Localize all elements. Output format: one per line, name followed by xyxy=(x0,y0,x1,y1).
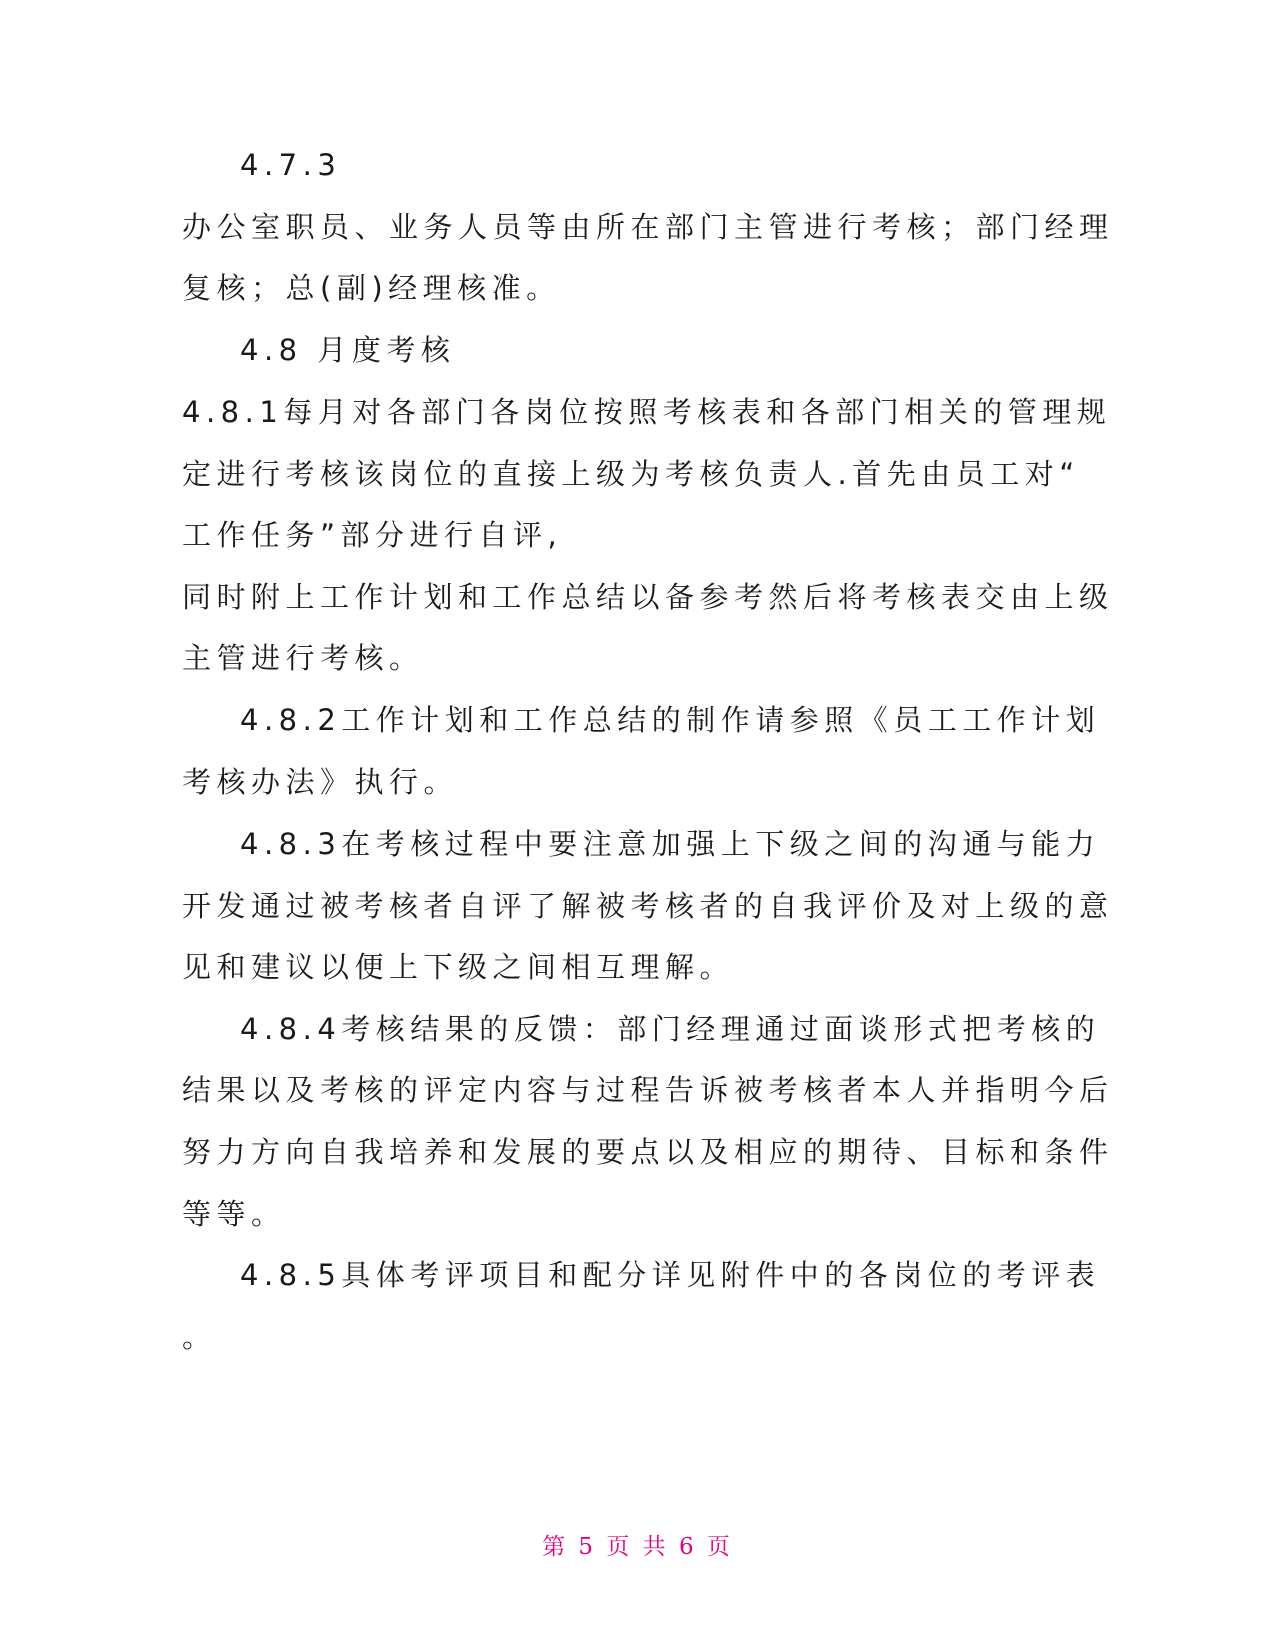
text-line: 4.8.4考核结果的反馈：部门经理通过面谈形式把考核的 xyxy=(240,1012,1101,1046)
page-number-footer: 第 5 页 共 6 页 xyxy=(542,1534,733,1560)
text-line: 定进行考核该岗位的直接上级为考核负责人.首先由员工对“ xyxy=(182,457,1080,491)
text-line: 同时附上工作计划和工作总结以备参考然后将考核表交由上级 xyxy=(182,580,1114,614)
text-line: 工作任务”部分进行自评, xyxy=(182,518,563,552)
text-line: 努力方向自我培养和发展的要点以及相应的期待、目标和条件 xyxy=(182,1135,1114,1169)
section-heading: 4.8 月度考核 xyxy=(240,333,456,367)
text-line: 4.7.3 xyxy=(240,148,342,182)
text-line: 4.8.5具体考评项目和配分详见附件中的各岗位的考评表 xyxy=(240,1258,1101,1292)
text-line: 办公室职员、业务人员等由所在部门主管进行考核；部门经理 xyxy=(182,210,1114,244)
text-line: 4.8.3在考核过程中要注意加强上下级之间的沟通与能力 xyxy=(240,827,1101,861)
text-line: 开发通过被考核者自评了解被考核者的自我评价及对上级的意 xyxy=(182,889,1114,923)
text-line: 考核办法》执行。 xyxy=(182,765,459,799)
text-line: 4.8.1每月对各部门各岗位按照考核表和各部门相关的管理规 xyxy=(182,395,1112,429)
text-line: 等等。 xyxy=(182,1197,286,1231)
text-line: 主管进行考核。 xyxy=(182,641,424,675)
text-line: 4.8.2工作计划和工作总结的制作请参照《员工工作计划 xyxy=(240,703,1101,737)
text-line: 结果以及考核的评定内容与过程告诉被考核者本人并指明今后 xyxy=(182,1073,1114,1107)
text-line: 见和建议以便上下级之间相互理解。 xyxy=(182,950,735,984)
text-line: 。 xyxy=(182,1320,217,1354)
text-line: 复核；总(副)经理核准。 xyxy=(182,271,561,305)
